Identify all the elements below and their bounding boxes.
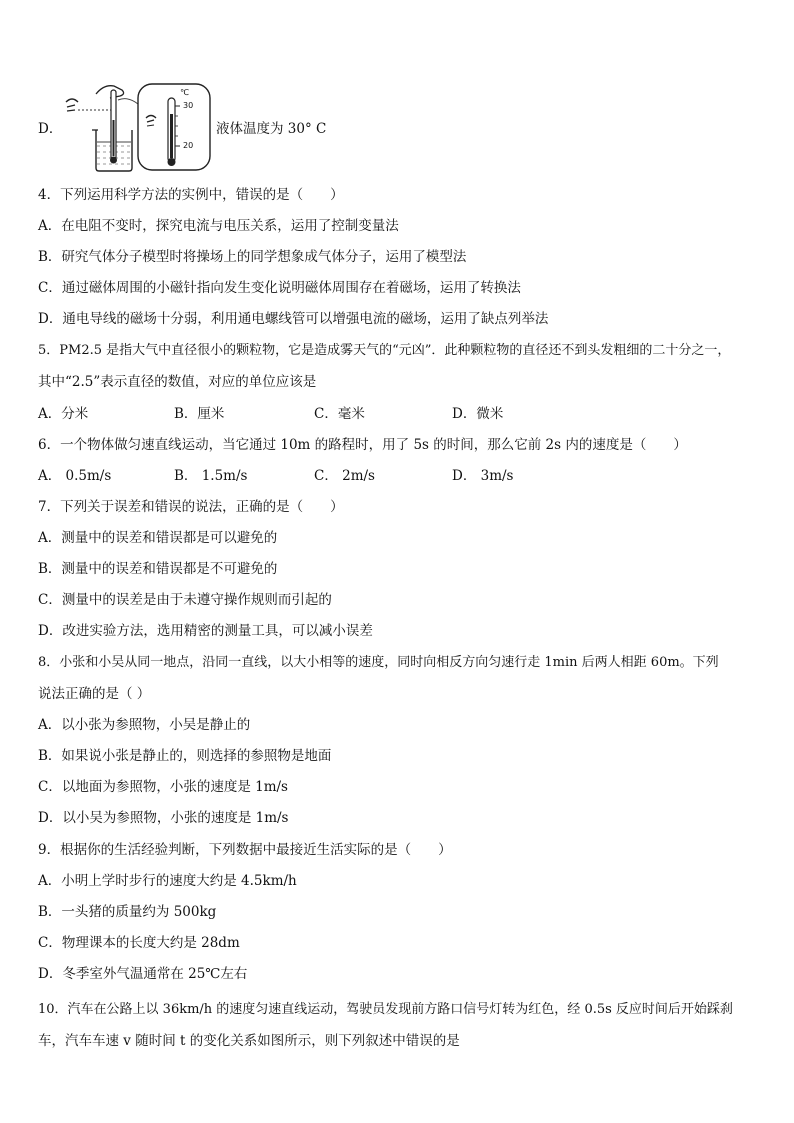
q8-option-a: A．以小张为参照物，小吴是静止的: [38, 717, 251, 733]
q5-option-c: C．毫米: [314, 406, 365, 422]
q5-stem-line1: 5．PM2.5 是指大气中直径很小的颗粒物，它是造成雾天气的“元凶”．此种颗粒物的直径还不到头发粗细的二十分之一，: [38, 343, 731, 358]
scale-bottom-label: 20: [183, 141, 194, 150]
q6-option-c: C． 2m/s: [314, 468, 375, 484]
q6-option-d: D． 3m/s: [452, 468, 514, 484]
thermometer-figure: [62, 80, 212, 172]
q5-options: [38, 405, 758, 423]
scale-unit-label: ℃: [180, 88, 189, 97]
q9-stem: 9．根据你的生活经验判断，下列数据中最接近生活实际的是（ ）: [38, 842, 452, 858]
q9-option-b: B．一头猪的质量约为 500kg: [38, 904, 217, 920]
q4-option-c: C．通过磁体周围的小磁针指向发生变化说明磁体周围存在着磁场，运用了转换法: [38, 280, 521, 296]
q8-stem-line1: 8．小张和小吴从同一地点，沿同一直线，以大小相等的速度，同时向相反方向匀速行走 1min 后两人相距 60m。下列: [38, 655, 719, 670]
q10-stem-line2: 车，汽车车速 v 随时间 t 的变化关系如图所示，则下列叙述中错误的是: [38, 1033, 460, 1049]
q8-stem-line2: 说法正确的是（ ）: [38, 686, 151, 702]
q4-option-b: B．研究气体分子模型时将操场上的同学想象成气体分子，运用了模型法: [38, 249, 467, 265]
q6-option-a: A． 0.5m/s: [38, 468, 112, 484]
q4-option-a: A．在电阻不变时，探究电流与电压关系，运用了控制变量法: [38, 218, 399, 234]
q5-option-b: B．厘米: [174, 406, 225, 422]
q8-option-c: C．以地面为参照物，小张的速度是 1m/s: [38, 779, 288, 795]
option-d-label: D．: [38, 121, 63, 137]
q4-option-d: D．通电导线的磁场十分弱，利用通电螺线管可以增强电流的磁场，运用了缺点列举法: [38, 311, 549, 327]
q6-stem: 6．一个物体做匀速直线运动，当它通过 10m 的路程时，用了 5s 的时间，那么它前 2s 内的速度是（ ）: [38, 437, 687, 453]
scale-top-label: 30: [183, 101, 194, 110]
option-d-caption: 液体温度为 30° C: [216, 121, 327, 137]
q7-option-d: D．改进实验方法，选用精密的测量工具，可以减小误差: [38, 623, 373, 639]
q7-option-b: B．测量中的误差和错误都是不可避免的: [38, 561, 278, 577]
q5-option-d: D．微米: [452, 406, 504, 422]
q6-option-b: B． 1.5m/s: [174, 468, 248, 484]
q5-stem-line2: 其中“2.5”表示直径的数值，对应的单位应该是: [38, 374, 317, 390]
q5-option-a: A．分米: [38, 406, 89, 422]
q7-stem: 7．下列关于误差和错误的说法，正确的是（ ）: [38, 499, 344, 515]
q9-option-d: D．冬季室外气温通常在 25℃左右: [38, 966, 248, 982]
q8-option-b: B．如果说小张是静止的，则选择的参照物是地面: [38, 748, 332, 764]
thermometer-beaker-icon: [62, 80, 212, 172]
q7-option-a: A．测量中的误差和错误都是可以避免的: [38, 530, 278, 546]
q9-option-a: A．小明上学时步行的速度大约是 4.5km/h: [38, 873, 297, 889]
q8-option-d: D．以小吴为参照物，小张的速度是 1m/s: [38, 810, 289, 826]
q10-stem-line1: 10．汽车在公路上以 36km/h 的速度匀速直线运动，驾驶员发现前方路口信号灯转为红色，经 0.5s 反应时间后开始踩刹: [38, 1002, 733, 1017]
q4-stem: 4．下列运用科学方法的实例中，错误的是（ ）: [38, 187, 344, 203]
q9-option-c: C．物理课本的长度大约是 28dm: [38, 935, 240, 951]
q7-option-c: C．测量中的误差是由于未遵守操作规则而引起的: [38, 592, 332, 608]
q6-options: [38, 467, 758, 485]
